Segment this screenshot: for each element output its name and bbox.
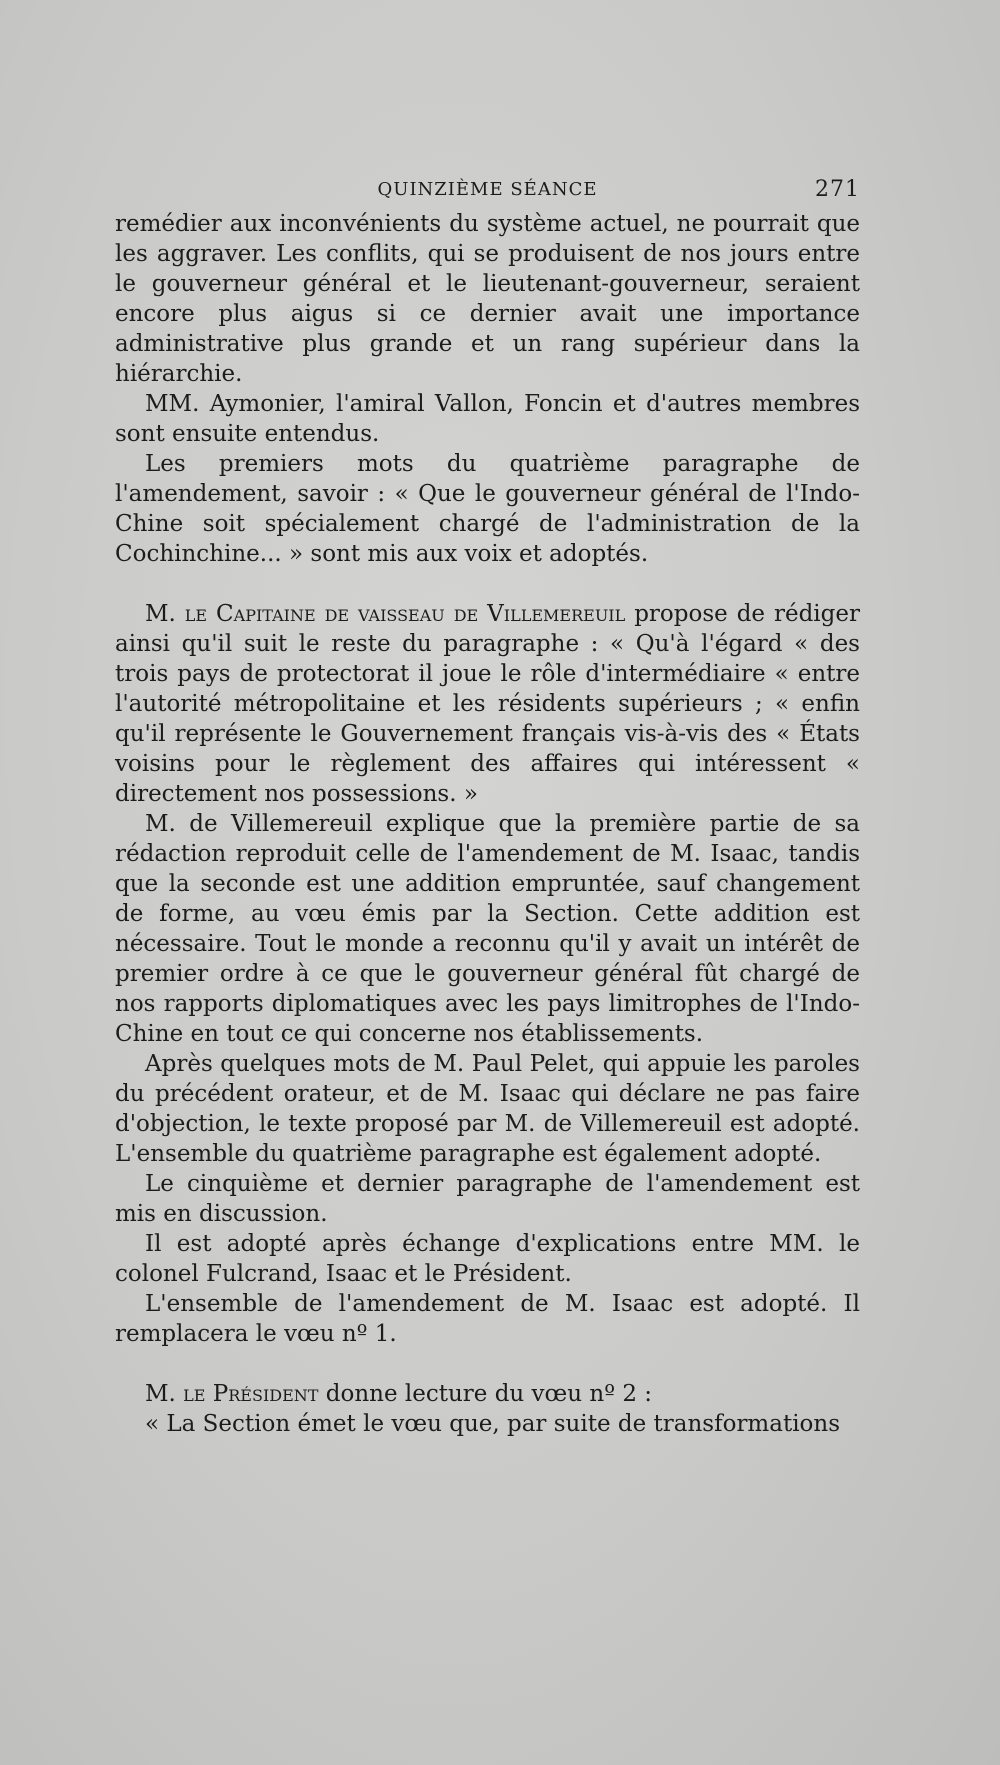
running-head bbox=[115, 175, 860, 209]
paragraph: Après quelques mots de M. Paul Pelet, qui appuie les paroles du précédent orateur, et de M. Isaac qui déclare ne pas faire d'objection, le texte proposé par M. de Villemereuil est adopté. L'ensemble du quatrième paragraphe est également adopté. bbox=[115, 1051, 860, 1167]
book-page bbox=[115, 175, 860, 1439]
paragraph: M. le Capitaine de vaisseau de Villemereuil propose de rédiger ainsi qu'il suit le reste du paragraphe : « Qu'à l'égard « des trois pays de protectorat il joue le rôle d'intermédiaire « entre l'autorité métropolitaine et les résidents supérieurs ; « enfin qu'il représente le Gouvernement français vis-à-vis des « États voisins pour le règlement des affaires qui intéressent « directement nos possessions. » bbox=[115, 601, 860, 807]
paragraph: M. de Villemereuil explique que la première partie de sa rédaction reproduit celle de l'amendement de M. Isaac, tandis que la seconde est une addition empruntée, sauf changement de forme, au vœu émis par la Section. Cette addition est nécessaire. Tout le monde a reconnu qu'il y avait un intérêt de premier ordre à ce que le gouverneur général fût chargé de nos rapports diplomatiques avec les pays limitrophes de l'Indo-Chine en tout ce qui concerne nos établissements. bbox=[115, 811, 860, 1047]
paragraph: M. le Président donne lecture du vœu nº 2 : bbox=[145, 1381, 653, 1407]
paragraph: Les premiers mots du quatrième paragraphe de l'amendement, savoir : « Que le gouverneur général de l'Indo-Chine soit spécialement chargé de l'administration de la Cochinchine... » sont mis aux voix et adoptés. bbox=[115, 451, 860, 567]
paragraph: remédier aux inconvénients du système actuel, ne pourrait que les aggraver. Les conflits, qui se produisent de nos jours entre le gouverneur général et le lieutenant-gouverneur, seraient encore plus aigus si ce dernier avait une importance administrative plus grande et un rang supérieur dans la hiérarchie. bbox=[115, 211, 860, 387]
paragraph: L'ensemble de l'amendement de M. Isaac est adopté. Il remplacera le vœu nº 1. bbox=[115, 1291, 860, 1347]
page-number: 271 bbox=[815, 177, 860, 202]
paragraph: MM. Aymonier, l'amiral Vallon, Foncin et d'autres membres sont ensuite entendus. bbox=[115, 391, 860, 447]
paragraph: Il est adopté après échange d'explications entre MM. le colonel Fulcrand, Isaac et le Président. bbox=[115, 1231, 860, 1287]
body-text bbox=[115, 209, 860, 1439]
paragraph: « La Section émet le vœu que, par suite de transformations bbox=[145, 1411, 841, 1437]
running-title: QUINZIÈME SÉANCE bbox=[377, 179, 598, 200]
paragraph: Le cinquième et dernier paragraphe de l'amendement est mis en discussion. bbox=[115, 1171, 860, 1227]
speaker-name: M. le Capitaine de vaisseau de Villemereuil bbox=[145, 601, 626, 627]
speaker-name: M. le Président bbox=[145, 1381, 319, 1407]
